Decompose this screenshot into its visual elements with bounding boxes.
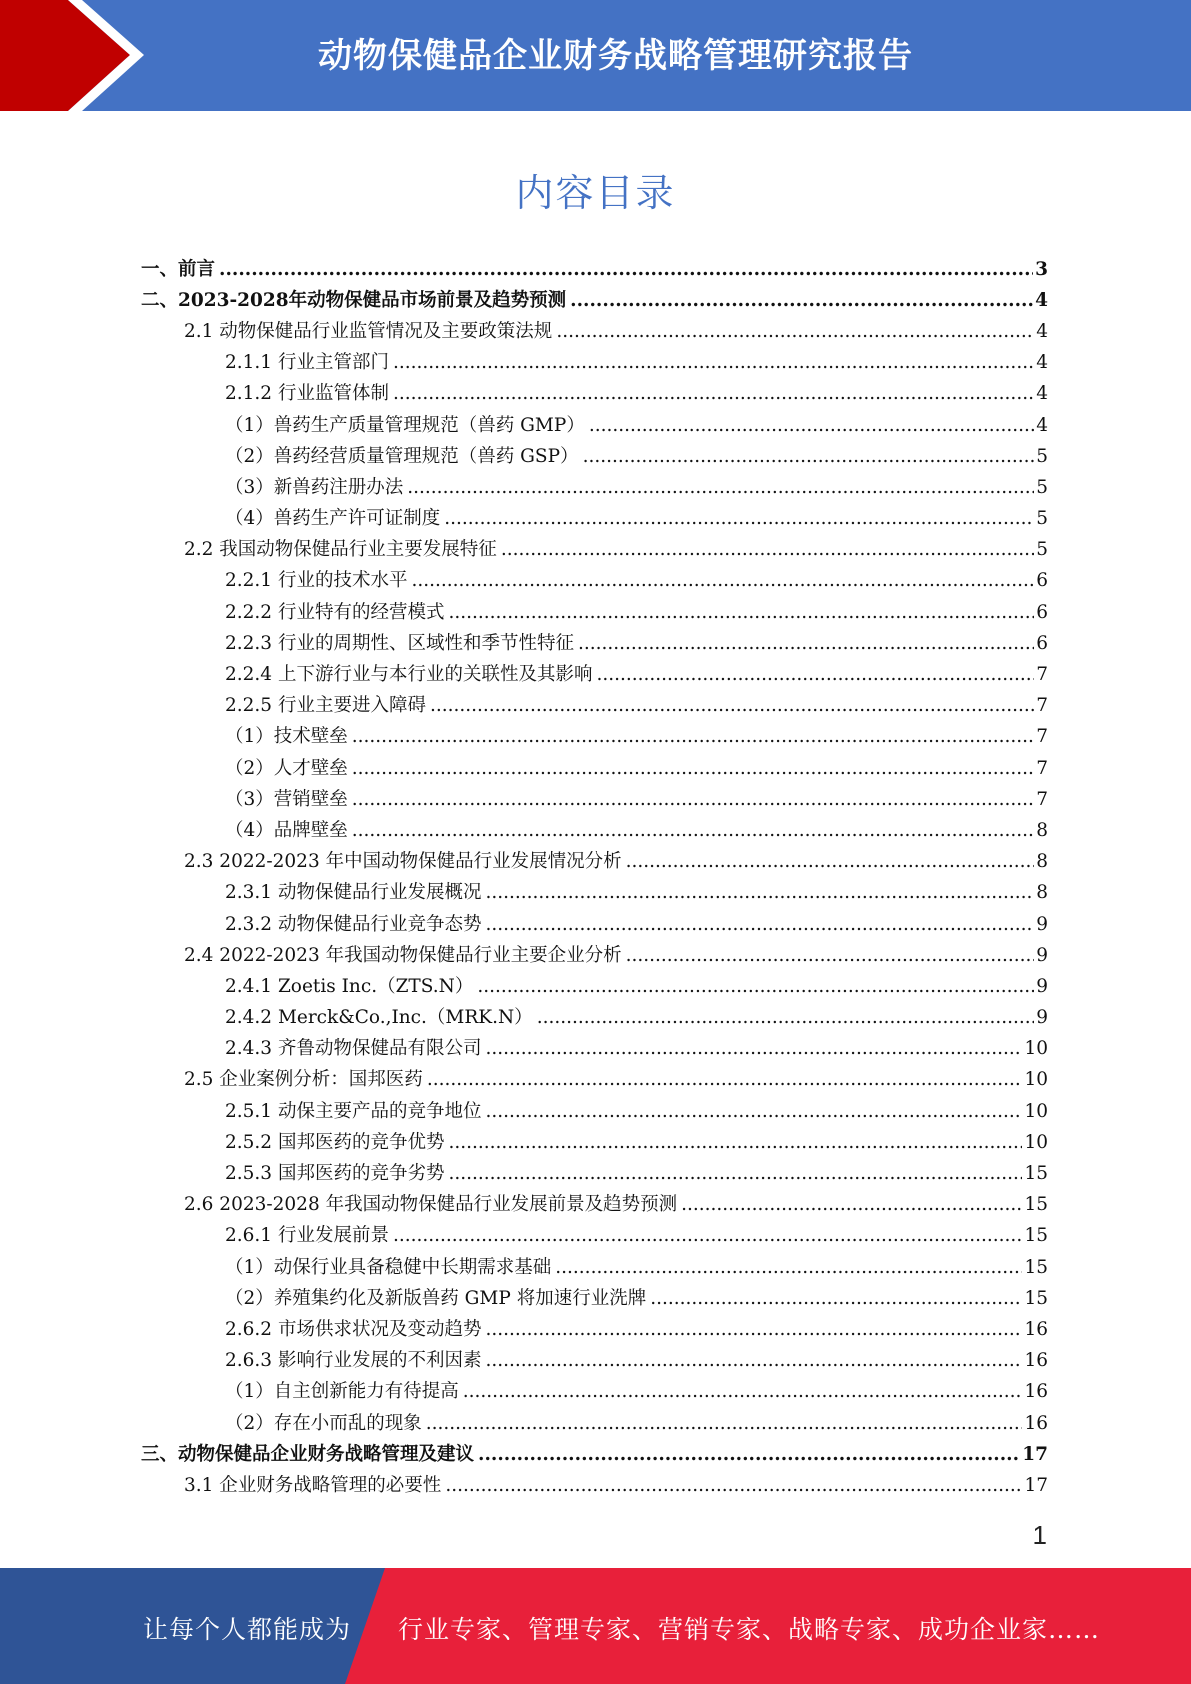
toc-entry-title: 2.6.1 行业发展前景 xyxy=(225,1225,389,1247)
toc-entry[interactable] xyxy=(141,1158,1048,1189)
toc-entry-title: 2.3.1 动物保健品行业发展概况 xyxy=(225,882,482,904)
toc-entry-page: 9 xyxy=(1036,913,1048,935)
dot-leader xyxy=(485,1102,1022,1122)
toc-entry-page: 8 xyxy=(1036,851,1048,873)
toc-entry[interactable] xyxy=(141,379,1048,410)
toc-entry-page: 4 xyxy=(1036,383,1048,405)
toc-entry-title: 2.5.3 国邦医药的竞争劣势 xyxy=(225,1163,445,1185)
toc-entry-page: 9 xyxy=(1036,975,1048,997)
footer-banner xyxy=(0,1568,1191,1684)
toc-entry[interactable] xyxy=(141,441,1048,472)
toc-entry-title: 2.5 企业案例分析：国邦医药 xyxy=(184,1069,423,1091)
dot-leader xyxy=(352,821,1034,841)
footer-slogan-left: 让每个人都能成为 xyxy=(143,1615,352,1644)
toc-entry-title: 2.5.2 国邦医药的竞争优势 xyxy=(225,1131,445,1153)
toc-entry[interactable] xyxy=(141,285,1048,316)
footer-slogan-right: 行业专家、管理专家、营销专家、战略专家、成功企业家…… xyxy=(398,1615,1101,1644)
toc-entry[interactable] xyxy=(141,878,1048,909)
toc-entry-page: 5 xyxy=(1036,539,1048,561)
dot-leader xyxy=(407,478,1034,498)
toc-entry[interactable] xyxy=(141,597,1048,628)
toc-entry[interactable] xyxy=(141,722,1048,753)
toc-entry-page: 7 xyxy=(1036,757,1048,779)
toc-entry[interactable] xyxy=(141,1377,1048,1408)
dot-leader xyxy=(426,1414,1023,1434)
toc-entry-title: 2.2 我国动物保健品行业主要发展特征 xyxy=(184,539,497,561)
toc-entry[interactable] xyxy=(141,316,1048,347)
toc-entry-page: 5 xyxy=(1036,476,1048,498)
toc-entry-page: 4 xyxy=(1036,414,1048,436)
toc-entry[interactable] xyxy=(141,566,1048,597)
toc-entry[interactable] xyxy=(141,1221,1048,1252)
toc-entry-title: （3）营销壁垒 xyxy=(225,788,348,810)
toc-entry[interactable] xyxy=(141,940,1048,971)
page-number: 1 xyxy=(1032,1520,1047,1550)
dot-leader xyxy=(445,1476,1022,1496)
toc-entry-title: （4）品牌壁垒 xyxy=(225,819,348,841)
dot-leader xyxy=(444,509,1034,529)
dot-leader xyxy=(650,1289,1022,1309)
toc-entry[interactable] xyxy=(141,971,1048,1002)
dot-leader xyxy=(219,260,1033,280)
dot-leader xyxy=(626,946,1035,966)
dot-leader xyxy=(589,416,1034,436)
dot-leader xyxy=(501,540,1034,560)
toc-entry[interactable] xyxy=(141,410,1048,441)
dot-leader xyxy=(393,384,1034,404)
toc-entry-page: 7 xyxy=(1036,664,1048,686)
dot-leader xyxy=(477,977,1034,997)
toc-entry[interactable] xyxy=(141,1408,1048,1439)
toc-entry[interactable] xyxy=(141,847,1048,878)
toc-entry[interactable] xyxy=(141,1252,1048,1283)
dot-leader xyxy=(485,1039,1022,1059)
toc-entry-page: 15 xyxy=(1024,1287,1048,1309)
toc-entry[interactable] xyxy=(141,691,1048,722)
toc-entry-page: 6 xyxy=(1036,570,1048,592)
toc-entry[interactable] xyxy=(141,1283,1048,1314)
toc-entry-page: 15 xyxy=(1024,1194,1048,1216)
toc-entry-page: 10 xyxy=(1024,1100,1048,1122)
toc-entry-title: 三、动物保健品企业财务战略管理及建议 xyxy=(141,1443,475,1465)
toc-entry-title: 2.4.1 Zoetis Inc.（ZTS.N） xyxy=(225,975,474,997)
toc-entry-page: 4 xyxy=(1036,352,1048,374)
dot-leader xyxy=(485,1320,1022,1340)
toc-entry-page: 6 xyxy=(1036,632,1048,654)
toc-entry-page: 4 xyxy=(1036,320,1048,342)
dot-leader xyxy=(393,353,1034,373)
dot-leader xyxy=(430,696,1034,716)
dot-leader xyxy=(570,291,1033,311)
toc-entry[interactable] xyxy=(141,1439,1048,1470)
toc-entry-page: 7 xyxy=(1036,695,1048,717)
dot-leader xyxy=(485,883,1034,903)
toc-entry-title: 2.6.3 影响行业发展的不利因素 xyxy=(225,1350,482,1372)
toc-entry-title: 2.1 动物保健品行业监管情况及主要政策法规 xyxy=(184,320,553,342)
toc-entry[interactable] xyxy=(141,1096,1048,1127)
dot-leader xyxy=(411,571,1034,591)
toc-entry-page: 16 xyxy=(1024,1318,1048,1340)
toc-entry[interactable] xyxy=(141,659,1048,690)
toc-entry[interactable] xyxy=(141,753,1048,784)
dot-leader xyxy=(583,447,1035,467)
toc-entry-page: 16 xyxy=(1024,1381,1048,1403)
toc-entry-title: 2.1.1 行业主管部门 xyxy=(225,352,389,374)
toc-entry-page: 17 xyxy=(1024,1474,1048,1496)
toc-entry-page: 7 xyxy=(1036,726,1048,748)
dot-leader xyxy=(681,1195,1022,1215)
toc-entry-title: （1）兽药生产质量管理规范（兽药 GMP） xyxy=(225,414,585,436)
toc-entry-page: 15 xyxy=(1024,1225,1048,1247)
toc-entry-title: 2.5.1 动保主要产品的竞争地位 xyxy=(225,1100,482,1122)
toc-entry-title: 2.4.2 Merck&Co.,Inc.（MRK.N） xyxy=(225,1007,533,1029)
toc-entry-title: 2.6.2 市场供求状况及变动趋势 xyxy=(225,1318,482,1340)
toc-entry-title: 2.2.2 行业特有的经营模式 xyxy=(225,601,445,623)
toc-entry-page: 15 xyxy=(1024,1163,1048,1185)
toc-entry[interactable] xyxy=(141,1470,1048,1501)
toc-entry[interactable] xyxy=(141,1065,1048,1096)
toc-entry-title: 2.4.3 齐鲁动物保健品有限公司 xyxy=(225,1038,482,1060)
toc-entry-page: 8 xyxy=(1036,819,1048,841)
toc-entry-title: 2.3 2022-2023 年中国动物保健品行业发展情况分析 xyxy=(184,851,622,873)
toc-entry[interactable] xyxy=(141,1190,1048,1221)
dot-leader xyxy=(448,1164,1022,1184)
toc-entry[interactable] xyxy=(141,1127,1048,1158)
toc-entry-page: 7 xyxy=(1036,788,1048,810)
toc-entry-title: 2.2.5 行业主要进入障碍 xyxy=(225,695,426,717)
toc-entry[interactable] xyxy=(141,909,1048,940)
dot-leader xyxy=(352,759,1034,779)
toc-entry-page: 9 xyxy=(1036,1007,1048,1029)
toc-entry-page: 9 xyxy=(1036,944,1048,966)
toc-entry-title: （4）兽药生产许可证制度 xyxy=(225,508,441,530)
table-of-contents xyxy=(141,254,1048,1502)
dot-leader xyxy=(578,634,1034,654)
toc-entry[interactable] xyxy=(141,1314,1048,1345)
toc-entry-page: 10 xyxy=(1024,1038,1048,1060)
toc-entry-page: 3 xyxy=(1035,258,1048,280)
toc-entry-title: 2.2.1 行业的技术水平 xyxy=(225,570,408,592)
toc-entry[interactable] xyxy=(141,1003,1048,1034)
toc-entry[interactable] xyxy=(141,1034,1048,1065)
dot-leader xyxy=(352,790,1034,810)
dot-leader xyxy=(427,1070,1023,1090)
report-title: 动物保健品企业财务战略管理研究报告 xyxy=(318,36,913,76)
toc-entry-page: 5 xyxy=(1036,508,1048,530)
toc-entry-page: 6 xyxy=(1036,601,1048,623)
dot-leader xyxy=(352,727,1034,747)
toc-entry-page: 4 xyxy=(1035,289,1048,311)
toc-entry-title: （1）技术壁垒 xyxy=(225,726,348,748)
toc-entry[interactable] xyxy=(141,472,1048,503)
toc-entry-page: 15 xyxy=(1024,1256,1048,1278)
toc-entry-title: 2.1.2 行业监管体制 xyxy=(225,383,389,405)
toc-entry[interactable] xyxy=(141,815,1048,846)
toc-entry[interactable] xyxy=(141,628,1048,659)
dot-leader xyxy=(448,1133,1022,1153)
toc-entry-title: （1）自主创新能力有待提高 xyxy=(225,1381,459,1403)
toc-entry-title: 2.6 2023-2028 年我国动物保健品行业发展前景及趋势预测 xyxy=(184,1194,678,1216)
header-banner xyxy=(0,0,1191,111)
toc-entry-title: （3）新兽药注册办法 xyxy=(225,476,404,498)
dot-leader xyxy=(463,1382,1023,1402)
toc-entry[interactable] xyxy=(141,1346,1048,1377)
toc-entry[interactable] xyxy=(141,504,1048,535)
toc-entry[interactable] xyxy=(141,254,1048,285)
toc-heading: 内容目录 xyxy=(515,171,676,215)
dot-leader xyxy=(393,1226,1022,1246)
toc-entry[interactable] xyxy=(141,784,1048,815)
dot-leader xyxy=(485,915,1034,935)
toc-entry[interactable] xyxy=(141,348,1048,379)
toc-entry-page: 5 xyxy=(1036,445,1048,467)
toc-entry-page: 10 xyxy=(1024,1131,1048,1153)
dot-leader xyxy=(555,1258,1022,1278)
toc-entry-title: 2.2.4 上下游行业与本行业的关联性及其影响 xyxy=(225,664,593,686)
toc-entry-title: （2）兽药经营质量管理规范（兽药 GSP） xyxy=(225,445,579,467)
toc-entry-title: （1）动保行业具备稳健中长期需求基础 xyxy=(225,1256,552,1278)
dot-leader xyxy=(596,665,1034,685)
dot-leader xyxy=(448,603,1034,623)
dot-leader xyxy=(537,1008,1035,1028)
toc-entry-title: （2）人才壁垒 xyxy=(225,757,348,779)
toc-entry-page: 16 xyxy=(1024,1412,1048,1434)
toc-entry-title: （2）存在小而乱的现象 xyxy=(225,1412,422,1434)
dot-leader xyxy=(626,852,1035,872)
toc-entry-title: 二、2023-2028年动物保健品市场前景及趋势预测 xyxy=(141,289,567,311)
toc-entry-title: 2.3.2 动物保健品行业竞争态势 xyxy=(225,913,482,935)
toc-entry-page: 8 xyxy=(1036,882,1048,904)
toc-entry-page: 17 xyxy=(1022,1443,1048,1465)
dot-leader xyxy=(556,322,1034,342)
toc-entry[interactable] xyxy=(141,535,1048,566)
toc-entry-page: 10 xyxy=(1024,1069,1048,1091)
toc-entry-title: 2.4 2022-2023 年我国动物保健品行业主要企业分析 xyxy=(184,944,622,966)
toc-entry-title: 2.2.3 行业的周期性、区域性和季节性特征 xyxy=(225,632,574,654)
toc-entry-title: 3.1 企业财务战略管理的必要性 xyxy=(184,1474,442,1496)
dot-leader xyxy=(485,1351,1022,1371)
dot-leader xyxy=(478,1445,1020,1465)
toc-entry-title: （2）养殖集约化及新版兽药 GMP 将加速行业洗牌 xyxy=(225,1287,647,1309)
toc-entry-title: 一、前言 xyxy=(141,258,216,280)
toc-entry-page: 16 xyxy=(1024,1350,1048,1372)
